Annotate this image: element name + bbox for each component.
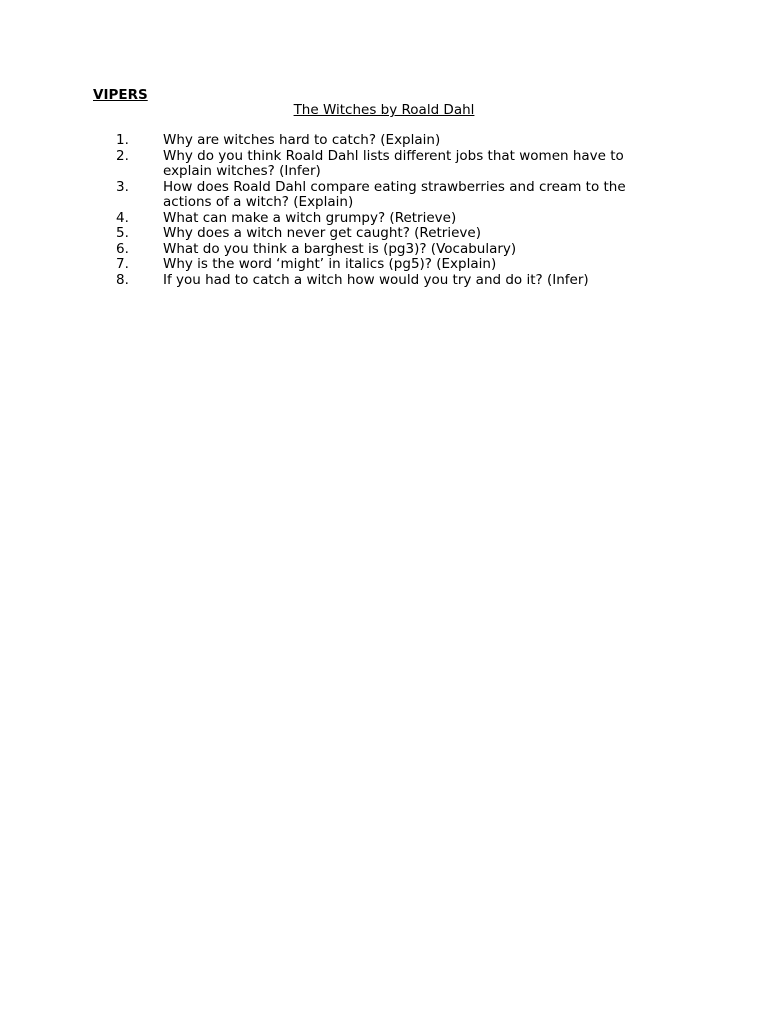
- question-list: [93, 133, 673, 288]
- question-number: 7.: [116, 256, 129, 272]
- question-text: If you had to catch a witch how would you try and do it? (Infer): [163, 271, 589, 288]
- question-item: [93, 133, 673, 149]
- question-item: [93, 226, 673, 242]
- question-text: How does Roald Dahl compare eating strawberries and cream to the actions of a witch? (Explain): [163, 178, 626, 210]
- question-item: [93, 180, 673, 211]
- question-item: [93, 211, 673, 227]
- question-text: Why is the word ‘might’ in italics (pg5)? (Explain): [163, 256, 497, 272]
- question-text: Why do you think Roald Dahl lists different jobs that women have to explain witches? (Infer): [163, 147, 624, 179]
- document-subtitle: The Witches by Roald Dahl: [293, 102, 475, 118]
- question-item: [93, 242, 673, 258]
- question-text: What can make a witch grumpy? (Retrieve): [163, 209, 457, 226]
- question-text: What do you think a barghest is (pg3)? (Vocabulary): [163, 240, 517, 257]
- question-number: 1.: [116, 132, 129, 148]
- document-heading: VIPERS: [93, 87, 148, 103]
- question-text: Why are witches hard to catch? (Explain): [163, 132, 441, 148]
- question-number: 4.: [116, 209, 129, 226]
- question-item: [93, 257, 673, 273]
- question-number: 8.: [116, 271, 129, 288]
- question-number: 3.: [116, 178, 129, 195]
- question-item: [93, 149, 673, 180]
- question-item: [93, 273, 673, 289]
- question-text: Why does a witch never get caught? (Retrieve): [163, 225, 481, 241]
- question-number: 5.: [116, 225, 129, 241]
- question-number: 2.: [116, 147, 129, 164]
- question-number: 6.: [116, 240, 129, 257]
